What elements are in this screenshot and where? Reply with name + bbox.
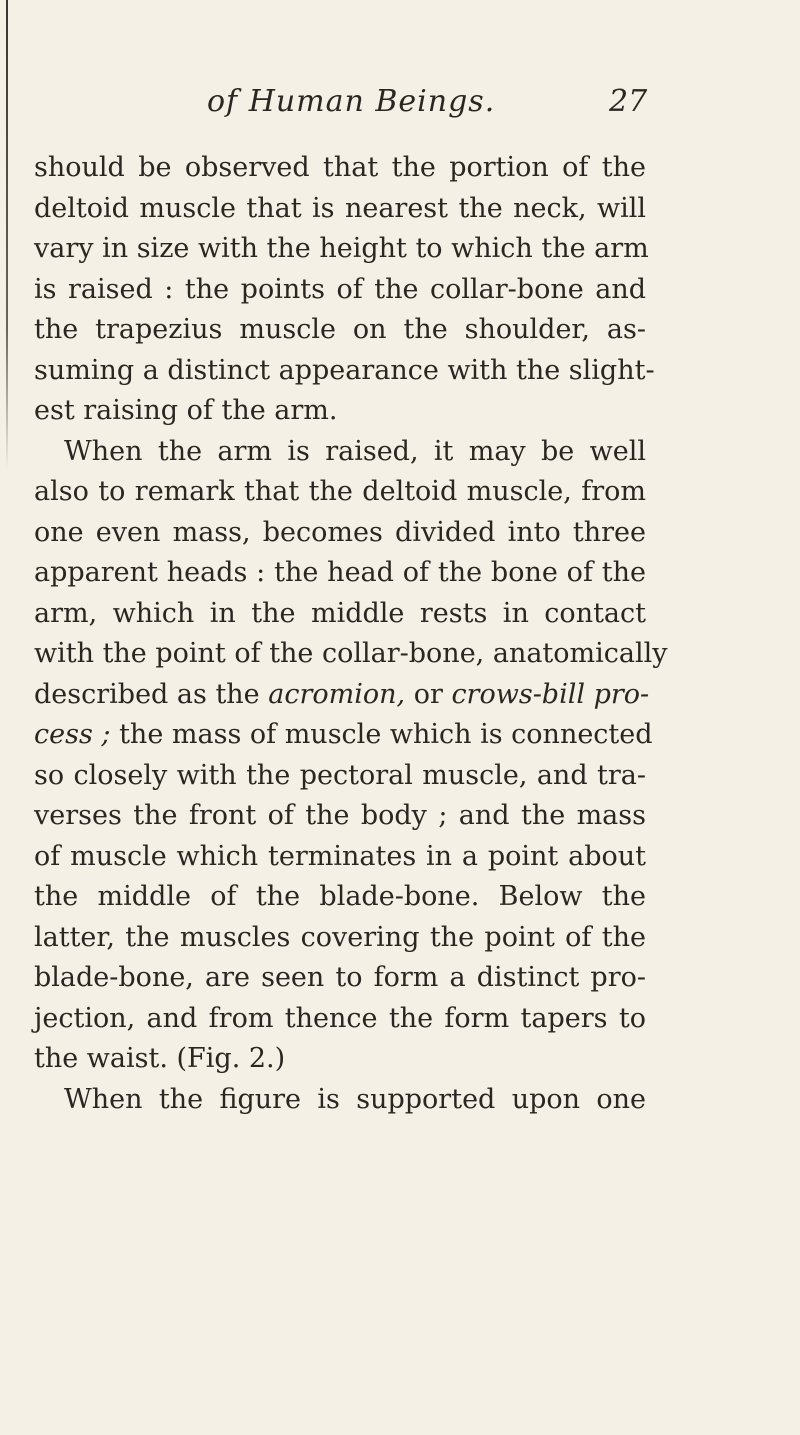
running-head bbox=[0, 84, 800, 134]
text-line: so closely with the pectoral muscle, and tra- bbox=[34, 759, 646, 791]
text-line: latter, the muscles covering the point of the bbox=[34, 921, 646, 953]
text-line: also to remark that the deltoid muscle, from bbox=[34, 476, 646, 507]
text-line: is raised : the points of the collar-bone and bbox=[34, 273, 646, 305]
body-text bbox=[34, 148, 668, 1120]
text-line: with the point of the collar-bone, anatomically bbox=[34, 638, 668, 669]
text-line: verses the front of the body ; and the mass bbox=[34, 800, 646, 831]
italic-term-acromion: acromion, bbox=[268, 678, 406, 710]
text-line: should be observed that the portion of the bbox=[34, 152, 646, 183]
text-line: the middle of the blade-bone. Below the bbox=[34, 881, 646, 912]
text-line: arm, which in the middle rests in contact bbox=[34, 597, 646, 629]
running-head-title: of Human Beings. bbox=[207, 84, 496, 119]
italic-term-cess: cess ; bbox=[34, 719, 111, 750]
text-line: When the figure is supported upon one bbox=[64, 1083, 646, 1115]
text-line: est raising of the arm. bbox=[34, 395, 338, 426]
italic-term-crows-bill: crows-bill pro- bbox=[451, 678, 650, 710]
text-line: jection, and from thence the form tapers to bbox=[34, 1002, 646, 1034]
text-line: the waist. (Fig. 2.) bbox=[34, 1043, 286, 1074]
binding-edge bbox=[6, 0, 8, 470]
text-line: one even mass, becomes divided into three bbox=[34, 516, 646, 548]
text-run: the mass of muscle which is connected bbox=[110, 719, 653, 750]
text-run: described as the bbox=[34, 678, 269, 710]
text-line: the trapezius muscle on the shoulder, as- bbox=[34, 314, 646, 345]
text-line: apparent heads : the head of the bone of the bbox=[34, 557, 646, 588]
text-line: vary in size with the height to which the arm bbox=[34, 233, 649, 264]
text-line bbox=[34, 715, 653, 756]
page-number: 27 bbox=[609, 84, 648, 119]
text-line: suming a distinct appearance with the slight- bbox=[34, 354, 655, 386]
text-line bbox=[34, 675, 650, 716]
text-line: blade-bone, are seen to form a distinct pro- bbox=[34, 962, 646, 993]
text-line: of muscle which terminates in a point about bbox=[34, 840, 646, 872]
text-run: or bbox=[405, 678, 452, 710]
text-line: deltoid muscle that is nearest the neck, will bbox=[34, 192, 646, 224]
text-line: When the arm is raised, it may be well bbox=[64, 435, 646, 467]
